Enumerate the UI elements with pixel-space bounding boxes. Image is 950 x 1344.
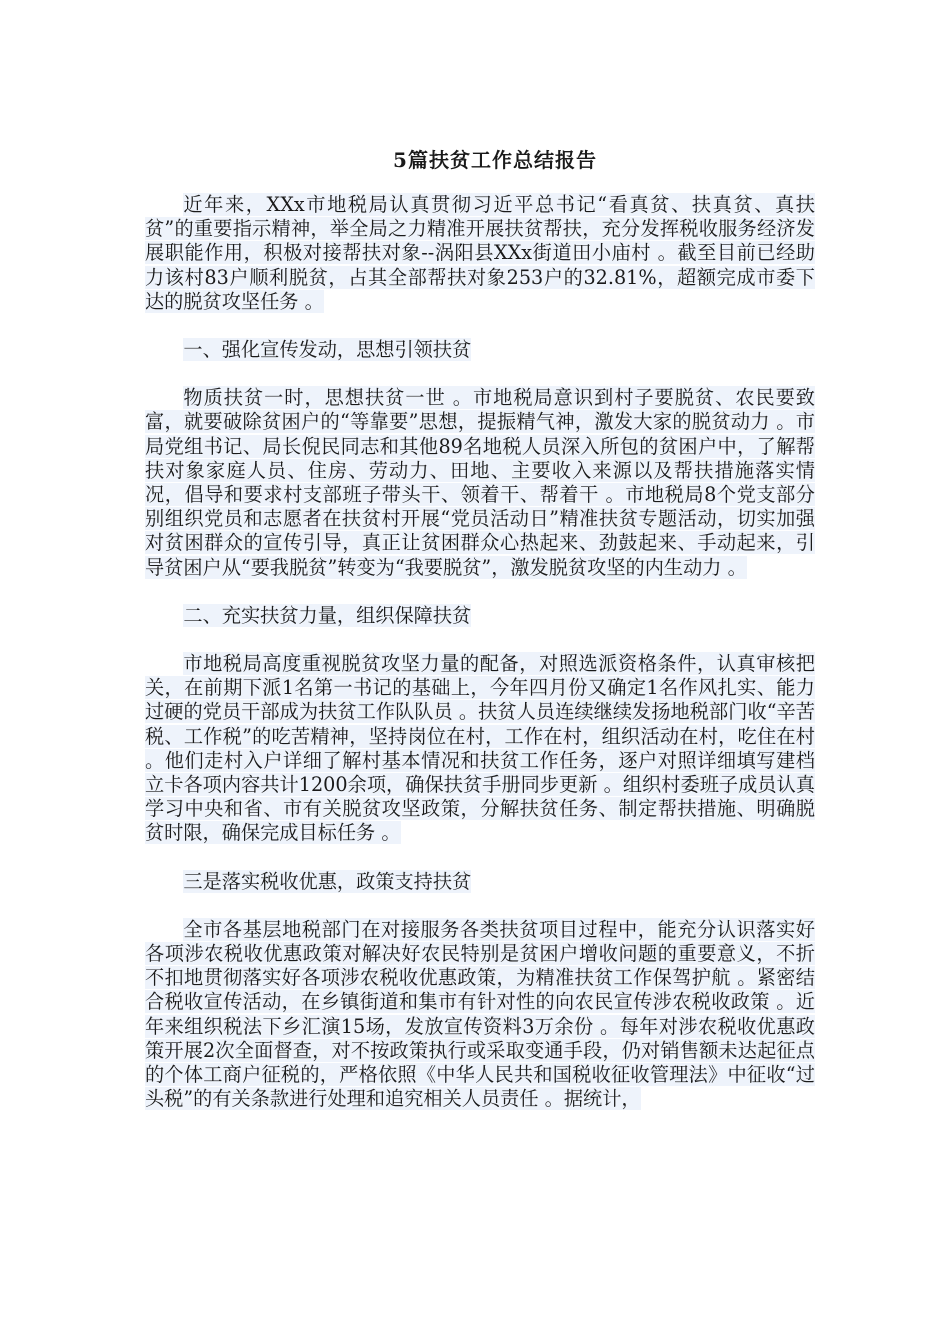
intro-text: 近年来，XXx市地税局认真贯彻习近平总书记“看真贫、扶真贫、真扶贫”的重要指示精神，举全局之力精准开展扶贫帮扶，充分发挥税收服务经济发展职能作用，积极对接帮扶对象--涡阳县XXx街道田小庙村 。截至目前已经助力该村83户顺利脱贫，占其全部帮扶对象253户的32.81%，超额完成市委下达的脱贫攻坚任务 。 bbox=[145, 193, 815, 313]
section-3-text: 全市各基层地税部门在对接服务各类扶贫项目过程中，能充分认识落实好各项涉农税收优惠政策对解决好农民特别是贫困户增收问题的重要意义，不折不扣地贯彻落实好各项涉农税收优惠政策，为精准扶贫工作保驾护航 。紧密结合税收宣传活动，在乡镇街道和集市有针对性的向农民宣传涉农税收政策 。近年来组织税法下乡汇演15场，发放宣传资料3万余份 。每年对涉农税收优惠政策开展2次全面督查，对不按政策执行或采取变通手段，仍对销售额未达起征点的个体工商户征税的，严格依照《中华人民共和国税收征收管理法》中征收“过头税”的有关条款进行处理和追究相关人员责任 。据统计， bbox=[145, 917, 815, 1111]
section-1-text: 物质扶贫一时，思想扶贫一世 。市地税局意识到村子要脱贫、农民要致富，就要破除贫困户的“等靠要”思想，提振精气神，激发大家的脱贫动力 。市局党组书记、局长倪民同志和其他89名地税人员深入所包的贫困户中，了解帮扶对象家庭人员、住房、劳动力、田地、主要收入来源以及帮扶措施落实情况，倡导和要求村支部班子带头干、领着干、帮着干 。市地税局8个党支部分别组织党员和志愿者在扶贫村开展“党员活动日”精准扶贫专题活动，切实加强对贫困群众的宣传引导，真正让贫困群众心热起来、劲鼓起来、手动起来，引导贫困户从“要我脱贫”转变为“我要脱贫”，激发脱贫攻坚的内生动力 。 bbox=[145, 386, 815, 579]
document-body bbox=[145, 140, 815, 1136]
section-1-heading bbox=[145, 338, 815, 362]
intro-paragraph bbox=[145, 193, 815, 314]
document-title: 5篇扶贫工作总结报告 bbox=[393, 148, 597, 172]
section-2-heading bbox=[145, 604, 815, 628]
section-3-heading bbox=[145, 870, 815, 894]
section-1-heading-text: 一、强化宣传发动，思想引领扶贫 bbox=[183, 338, 472, 362]
section-3-paragraph bbox=[145, 918, 815, 1112]
section-2-paragraph bbox=[145, 652, 815, 846]
section-1-paragraph bbox=[145, 386, 815, 580]
section-2-text: 市地税局高度重视脱贫攻坚力量的配备，对照选派资格条件，认真审核把关，在前期下派1名第一书记的基础上，今年四月份又确定1名作风扎实、能力过硬的党员干部成为扶贫工作队队员 。扶贫人员连续继续发扬地税部门收“辛苦税、工作税”的吃苦精神，坚持岗位在村，工作在村，组织活动在村，吃住在村 。他们走村入户详细了解村基本情况和扶贫工作任务，逐户对照详细填写建档立卡各项内容共计1200余项，确保扶贫手册同步更新 。组织村委班子成员认真学习中央和省、市有关脱贫攻坚政策，分解扶贫任务、制定帮扶措施、明确脱贫时限，确保完成目标任务 。 bbox=[145, 652, 815, 845]
section-3-heading-text: 三是落实税收优惠，政策支持扶贫 bbox=[183, 869, 472, 893]
section-2-heading-text: 二、充实扶贫力量，组织保障扶贫 bbox=[183, 603, 472, 627]
